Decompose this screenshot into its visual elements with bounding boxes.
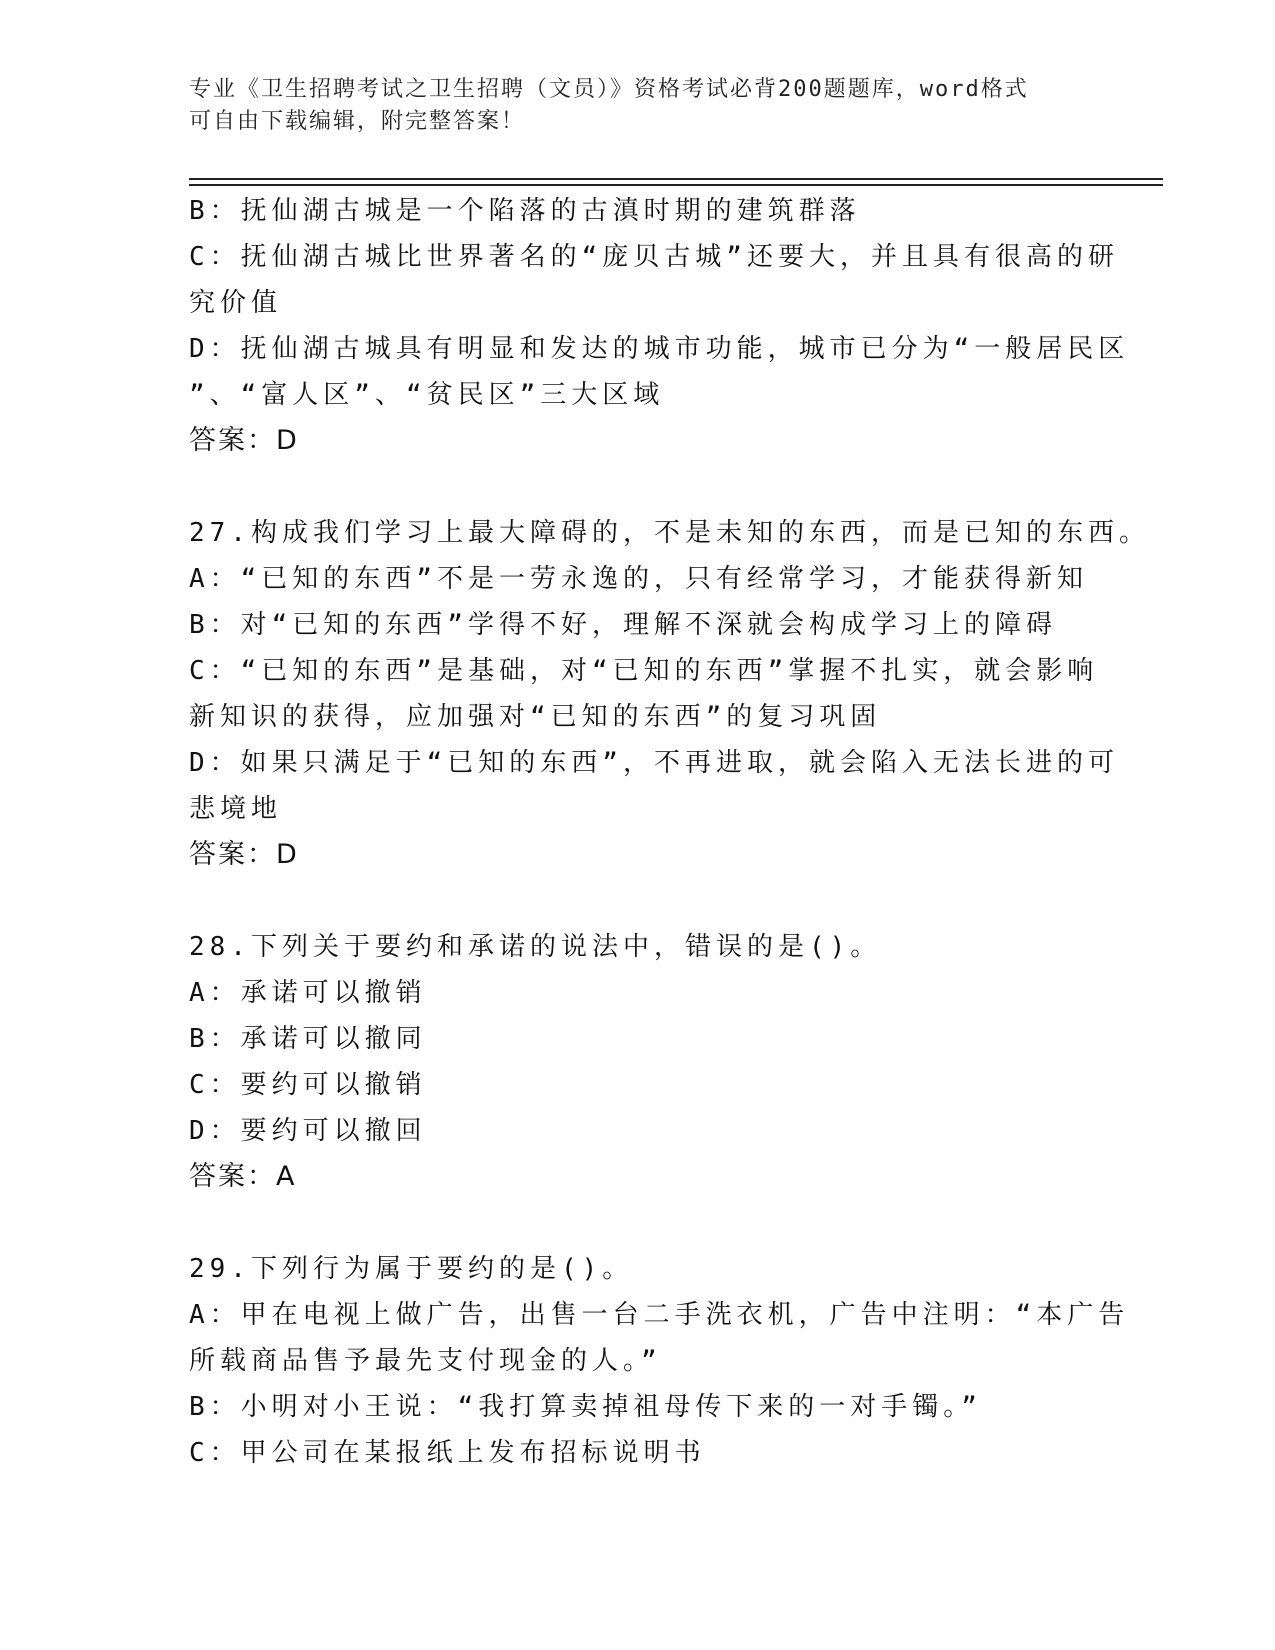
spacer <box>189 464 1109 510</box>
q28-option-c: C：要约可以撤销 <box>189 1070 427 1100</box>
q26-answer: 答案：D <box>189 425 299 456</box>
q27-answer: 答案：D <box>189 839 299 870</box>
q28-question: 28.下列关于要约和承诺的说法中，错误的是()。 <box>189 932 882 962</box>
q28-answer: 答案：A <box>189 1161 297 1192</box>
q29-option-b: B：小明对小王说：“我打算卖掉祖母传下来的一对手镯。” <box>189 1392 982 1422</box>
q29-option-a: A：甲在电视上做广告，出售一台二手洗衣机，广告中注明：“本广告 <box>189 1300 1130 1330</box>
q26-option-c: C：抚仙湖古城比世界著名的“庞贝古城”还要大，并且具有很高的研 <box>189 242 1119 272</box>
q28-option-a: A：承诺可以撤销 <box>189 978 427 1008</box>
q27-option-c: C：“已知的东西”是基础，对“已知的东西”掌握不扎实，就会影响 <box>189 656 1099 686</box>
document-header <box>189 74 1089 138</box>
q28-option-b: B：承诺可以撤同 <box>189 1024 427 1054</box>
q26-option-b: B：抚仙湖古城是一个陷落的古滇时期的建筑群落 <box>189 196 861 226</box>
q29-option-c: C：甲公司在某报纸上发布招标说明书 <box>189 1438 706 1468</box>
q27-question: 27.构成我们学习上最大障碍的，不是未知的东西，而是已知的东西。 <box>189 518 1150 548</box>
header-line-2: 可自由下载编辑，附完整答案！ <box>189 109 526 134</box>
q27-option-d-cont: 悲境地 <box>189 794 283 824</box>
q26-option-d: D：抚仙湖古城具有明显和发达的城市功能，城市已分为“一般居民区 <box>189 334 1130 364</box>
q27-option-c-cont: 新知识的获得，应加强对“已知的东西”的复习巩固 <box>189 702 882 732</box>
q26-option-c-cont: 究价值 <box>189 288 283 318</box>
header-line-1: 专业《卫生招聘考试之卫生招聘（文员）》资格考试必背200题题库，word格式 <box>189 77 1029 102</box>
q26-option-d-cont: ”、“富人区”、“贫民区”三大区域 <box>189 380 665 410</box>
q29-question: 29.下列行为属于要约的是()。 <box>189 1254 634 1284</box>
q28-option-d: D：要约可以撤回 <box>189 1116 427 1146</box>
q27-option-d: D：如果只满足于“已知的东西”，不再进取，就会陷入无法长进的可 <box>189 748 1119 778</box>
q27-option-b: B：对“已知的东西”学得不好，理解不深就会构成学习上的障碍 <box>189 610 1057 640</box>
q29-option-a-cont: 所载商品售予最先支付现金的人。” <box>189 1346 662 1376</box>
spacer <box>189 878 1109 924</box>
header-rule-top <box>189 178 1163 180</box>
spacer <box>189 1200 1109 1246</box>
q27-option-a: A：“已知的东西”不是一劳永逸的，只有经常学习，才能获得新知 <box>189 564 1088 594</box>
question-content <box>189 188 1150 1476</box>
header-rule-bottom <box>189 184 1163 186</box>
